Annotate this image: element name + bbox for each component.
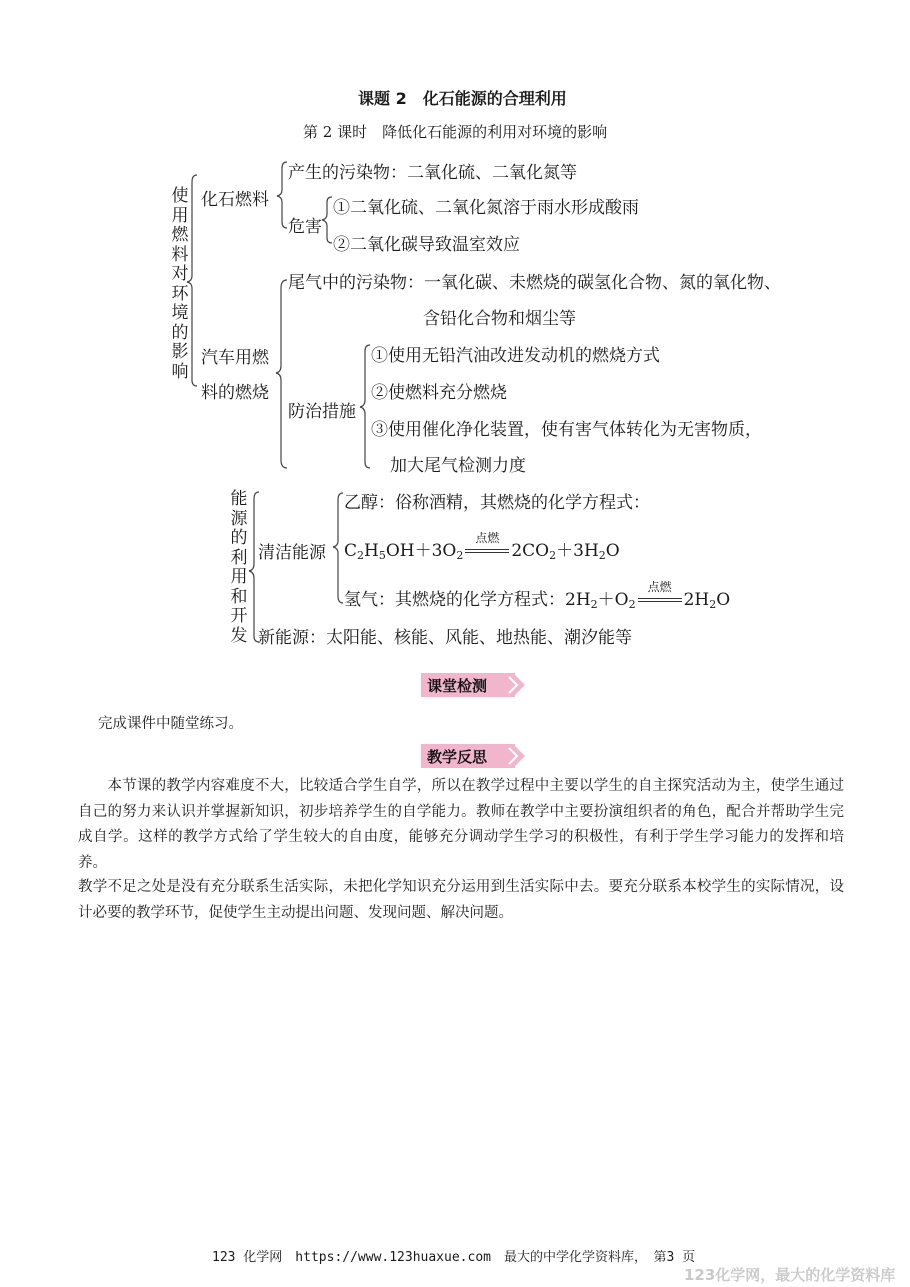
measure-item-2: ②使燃料充分燃烧 bbox=[371, 383, 507, 403]
brace-fossil bbox=[277, 162, 287, 228]
root-label-environment: 使用燃料对环境的影响 bbox=[171, 186, 189, 382]
condition-ignite-2: 点燃 bbox=[647, 579, 672, 594]
car-fuel-label-line2: 料的燃烧 bbox=[201, 383, 269, 403]
page-title: 课题 2 化石能源的合理利用 bbox=[358, 89, 567, 108]
measure-item-3: ③使用催化净化装置，使有害气体转化为无害物质， bbox=[371, 420, 762, 440]
reflection-paragraph-1: 本节课的教学内容难度不大，比较适合学生自学，所以在教学过程中主要以学生的自主探究活动为主，使学生通过自己的努力来认识并掌握新知识，初步培养学生的自学能力。教师在教学中主要扮演组织者的角色，配合并帮助学生完成自学。这样的教学方式给了学生较大的自由度，能够充分调动学生学习的积极性，有利于学生学习能力的发挥和培养。 bbox=[78, 778, 844, 871]
root-label-energy: 能源的利用和开发 bbox=[230, 489, 248, 646]
hydrogen-equation: 氢气：其燃烧的化学方程式：$2H_2+O_2$ 点燃 $2H_2O$ bbox=[344, 579, 731, 611]
watermark: 123化学网，最大的化学资料库 bbox=[684, 1266, 896, 1284]
harm-item-1: ①二氧化硫、二氧化氮溶于雨水形成酸雨 bbox=[333, 198, 639, 218]
condition-ignite: 点燃 bbox=[475, 530, 500, 545]
new-energy-text: 新能源：太阳能、核能、风能、地热能、潮汐能等 bbox=[258, 628, 632, 648]
fossil-fuel-label: 化石燃料 bbox=[201, 190, 269, 210]
brace-clean bbox=[333, 493, 343, 603]
ethanol-equation: $C_2H_5OH+3O_2$ 点燃 $2CO_2+3H_2O$ bbox=[344, 530, 620, 562]
brace-measures bbox=[360, 345, 370, 468]
measure-item-3-cont: 加大尾气检测力度 bbox=[390, 456, 526, 476]
fossil-pollutants: 产生的污染物：二氧化硫、二氧化氮等 bbox=[288, 163, 577, 183]
brace-root-2 bbox=[249, 492, 259, 642]
ethanol-text: 乙醇：俗称酒精，其燃烧的化学方程式： bbox=[344, 493, 650, 513]
page-footer: 123 化学网 https://www.123huaxue.com 最大的中学化学资料库， 第3 页 bbox=[212, 1250, 696, 1265]
reflection-paragraph-2: 教学不足之处是没有充分联系生活实际，未把化学知识充分运用到生活实际中去。要充分联系本校学生的实际情况，设计必要的教学环节，促使学生主动提出问题、发现问题、解决问题。 bbox=[78, 879, 844, 921]
equals-sign-ignite-2 bbox=[638, 579, 682, 608]
classroom-check-text: 完成课件中随堂练习。 bbox=[98, 716, 243, 732]
brace-car bbox=[276, 280, 287, 468]
section-badge-teaching-reflection: 教学反思 bbox=[421, 744, 525, 768]
measure-item-1: ①使用无铅汽油改进发动机的燃烧方式 bbox=[371, 346, 660, 366]
car-pollutants-line2: 含铅化合物和烟尘等 bbox=[423, 309, 576, 329]
clean-energy-label: 清洁能源 bbox=[258, 543, 326, 563]
brace-harm bbox=[322, 197, 332, 243]
measures-label: 防治措施 bbox=[288, 402, 356, 422]
equals-sign-ignite bbox=[465, 530, 509, 559]
car-fuel-label-line1: 汽车用燃 bbox=[201, 348, 269, 368]
page-subtitle: 第 2 课时 降低化石能源的利用对环境的影响 bbox=[303, 123, 608, 141]
harm-item-2: ②二氧化碳导致温室效应 bbox=[333, 235, 520, 255]
car-pollutants-line1: 尾气中的污染物：一氧化碳、未燃烧的碳氢化合物、氮的氧化物、 bbox=[288, 273, 781, 293]
section-badge-classroom-check: 课堂检测 bbox=[421, 673, 525, 697]
harm-label: 危害 bbox=[288, 217, 322, 237]
